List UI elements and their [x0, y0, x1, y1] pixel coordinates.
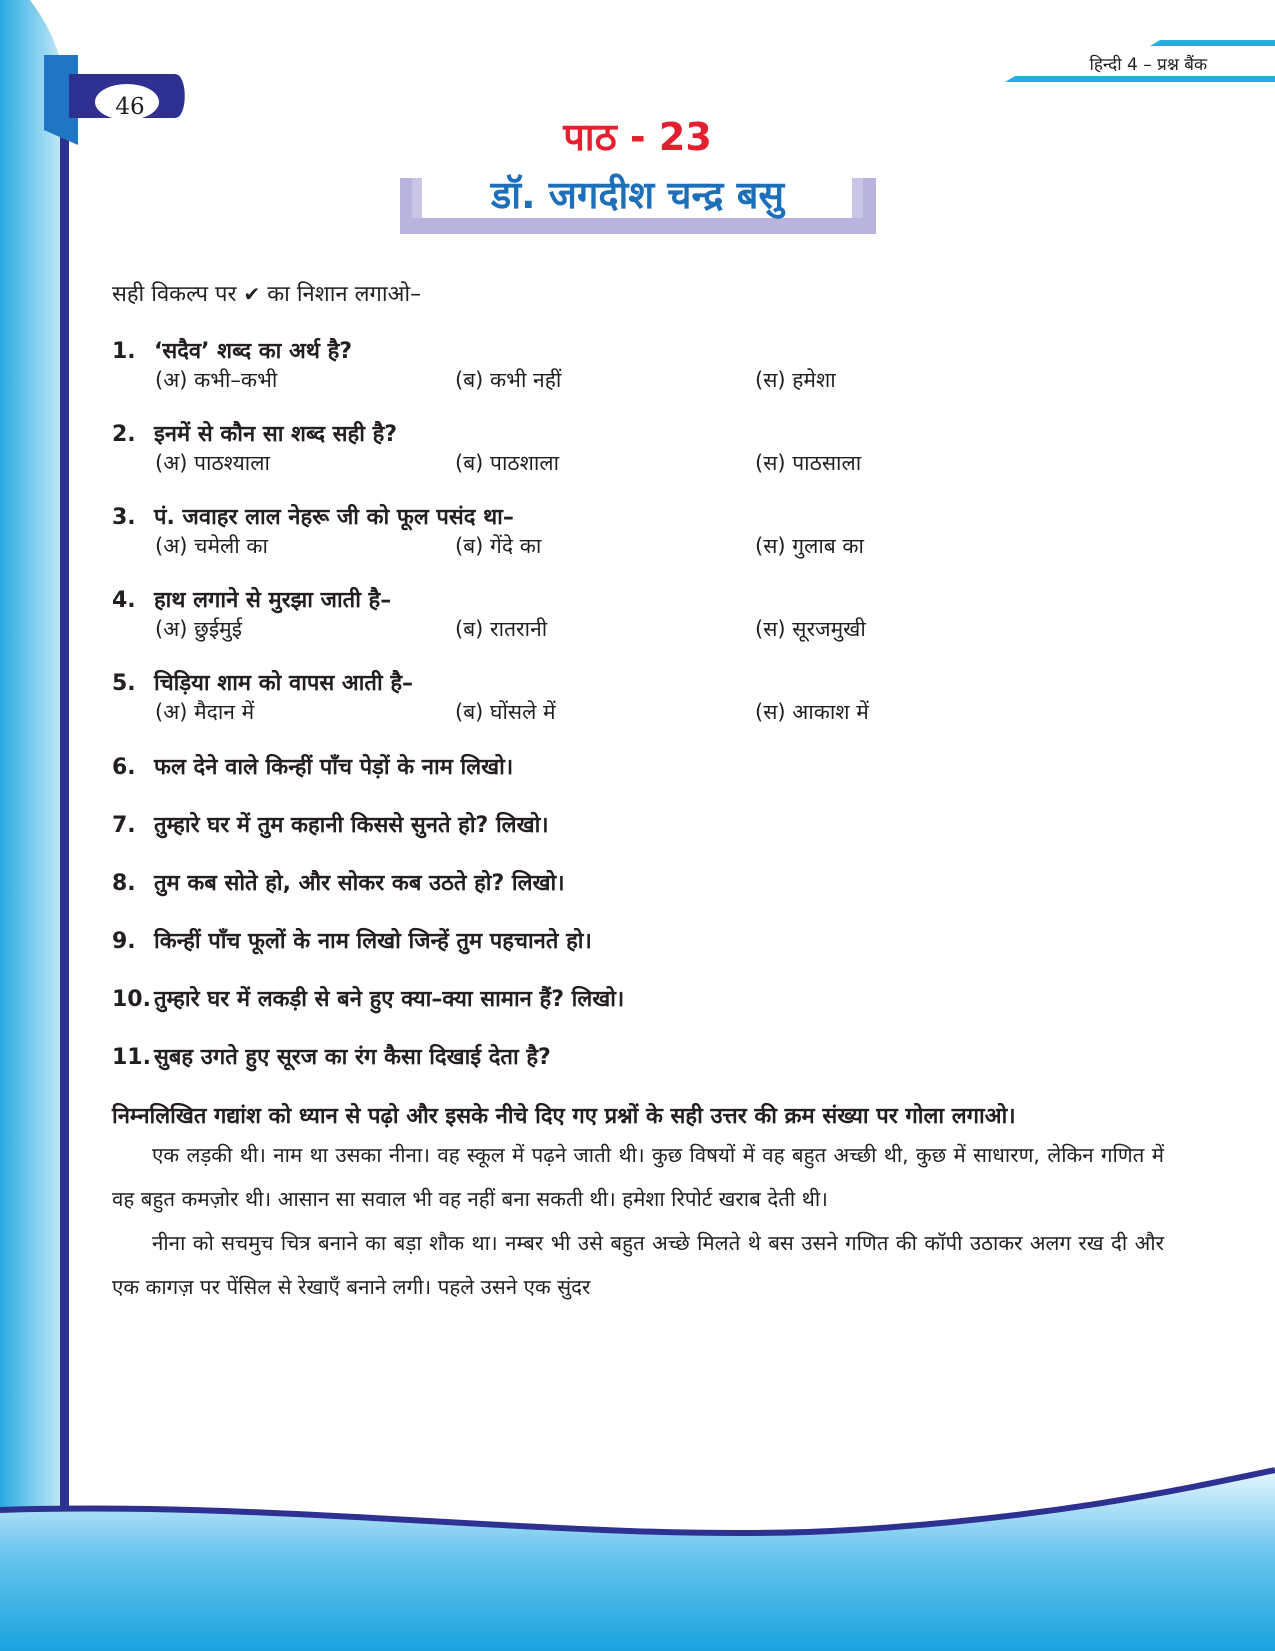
question-number: 4.	[112, 588, 136, 613]
short-question	[112, 753, 1164, 783]
question-text: सुबह उगते हुए सूरज का रंग कैसा दिखाई देता है?	[154, 1045, 551, 1070]
left-band	[0, 0, 60, 1651]
lesson-title: डॉ. जगदीश चन्द्र बसु	[490, 173, 785, 217]
mcq-question	[112, 338, 1164, 394]
worksheet-content	[112, 278, 1164, 1309]
option-c[interactable]: (स) हमेशा	[755, 368, 836, 392]
option-b[interactable]: (ब) गेंदे का	[455, 534, 542, 558]
question-number: 2.	[112, 422, 136, 447]
question-number: 1.	[112, 339, 136, 364]
option-c[interactable]: (स) पाठसाला	[755, 451, 862, 475]
question-number: 10.	[112, 987, 151, 1012]
bottom-wave	[0, 1470, 1275, 1651]
short-question	[112, 1043, 1164, 1073]
short-question	[112, 811, 1164, 841]
option-b[interactable]: (ब) पाठशाला	[455, 451, 560, 475]
question-text: इनमें से कौन सा शब्द सही है?	[154, 422, 398, 447]
left-navy-rule	[60, 55, 69, 1651]
option-b[interactable]: (ब) रातरानी	[455, 617, 548, 641]
question-text: चिड़िया शाम को वापस आती है–	[154, 671, 414, 696]
question-number: 8.	[112, 871, 136, 896]
question-text: हाथ लगाने से मुरझा जाती है–	[154, 588, 392, 613]
short-question	[112, 985, 1164, 1015]
question-text: किन्हीं पाँच फूलों के नाम लिखो जिन्हें तुम पहचानते हो।	[154, 929, 592, 954]
option-c[interactable]: (स) गुलाब का	[755, 534, 864, 558]
question-number: 6.	[112, 755, 136, 780]
passage-paragraph: एक लड़की थी। नाम था उसका नीना। वह स्कूल में पढ़ने जाती थी। कुछ विषयों में वह बहुत अच्छी थी, कुछ में साधारण, लेकिन गणित में वह बहुत कमज़ोर थी। आसान सा सवाल भी वह नहीं बना सकती थी। हमेशा रिपोर्ट खराब देती थी।	[112, 1143, 1164, 1211]
mcq-question	[112, 421, 1164, 477]
book-label: हिन्दी 4 – प्रश्न बैंक	[1089, 55, 1207, 75]
mcq-instruction-before: सही विकल्प पर	[112, 282, 237, 307]
option-a[interactable]: (अ) मैदान में	[155, 700, 255, 724]
short-question	[112, 869, 1164, 899]
question-number: 5.	[112, 671, 136, 696]
option-a[interactable]: (अ) छुईमुई	[155, 617, 243, 641]
mcq-instruction-after: का निशान लगाओ–	[267, 282, 422, 307]
question-text: तुम्हारे घर में तुम कहानी किससे सुनते हो? लिखो।	[154, 813, 549, 838]
question-text: तुम कब सोते हो, और सोकर कब उठते हो? लिखो।	[154, 871, 565, 896]
header-rule	[1005, 76, 1275, 82]
question-number: 7.	[112, 813, 136, 838]
header-rule-top	[1150, 40, 1275, 46]
question-text: फल देने वाले किन्हीं पाँच पेड़ों के नाम लिखो।	[154, 755, 514, 780]
option-a[interactable]: (अ) चमेली का	[155, 534, 268, 558]
option-c[interactable]: (स) आकाश में	[755, 700, 869, 724]
check-icon: ✔	[243, 282, 261, 306]
passage-paragraph: नीना को सचमुच चित्र बनाने का बड़ा शौक था। नम्बर भी उसे बहुत अच्छे मिलते थे बस उसने गणित की कॉपी उठाकर अलग रख दी और एक कागज़ पर पेंसिल से रेखाएँ बनाने लगी। पहले उसने एक सुंदर	[112, 1231, 1164, 1299]
question-text: पं. जवाहर लाल नेहरू जी को फूल पसंद था–	[154, 505, 514, 530]
option-a[interactable]: (अ) कभी–कभी	[155, 368, 278, 392]
option-b[interactable]: (ब) कभी नहीं	[455, 368, 562, 392]
question-text: तुम्हारे घर में लकड़ी से बने हुए क्या–क्या सामान हैं? लिखो।	[154, 987, 625, 1012]
question-number: 3.	[112, 505, 136, 530]
short-question	[112, 927, 1164, 957]
passage-instruction: निम्नलिखित गद्यांश को ध्यान से पढ़ो और इसके नीचे दिए गए प्रश्नों के सही उत्तर की क्रम संख्या पर गोला लगाओ।	[112, 1104, 1016, 1129]
mcq-question	[112, 670, 1164, 726]
question-text: ‘सदैव’ शब्द का अर्थ है?	[154, 339, 353, 364]
option-c[interactable]: (स) सूरजमुखी	[755, 617, 866, 641]
page-number: 46	[115, 94, 145, 120]
question-number: 9.	[112, 929, 136, 954]
option-a[interactable]: (अ) पाठश्याला	[155, 451, 270, 475]
question-number: 11.	[112, 1045, 151, 1070]
lesson-label: पाठ - 23	[563, 115, 712, 159]
option-b[interactable]: (ब) घोंसले में	[455, 700, 556, 724]
mcq-instruction	[112, 278, 1164, 308]
mcq-question	[112, 587, 1164, 643]
mcq-question	[112, 504, 1164, 560]
